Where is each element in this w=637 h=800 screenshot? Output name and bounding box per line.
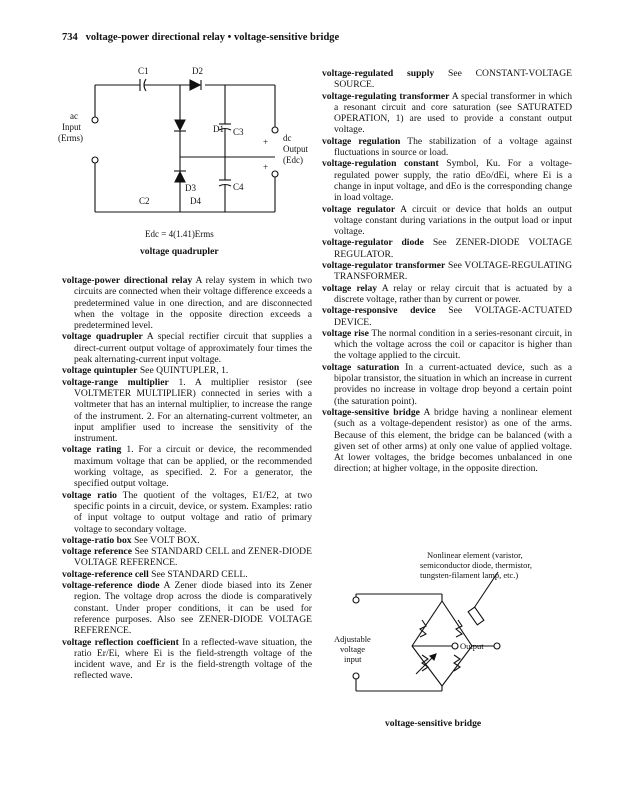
label-d1: D1 xyxy=(213,124,224,134)
label-edc: (Edc) xyxy=(283,155,303,165)
entry-definition: Symbol, Ku. For a voltage-regulated power supply, the ratio dEo/dEi, where Ei is a change in input voltage, and dEo is the corresponding change in load voltage. xyxy=(334,158,572,204)
entry-term: voltage-regulation constant xyxy=(322,158,439,170)
dictionary-entry xyxy=(322,328,572,362)
voltage-quadrupler-diagram xyxy=(30,62,320,262)
entry-term: voltage regulator xyxy=(322,203,396,215)
entry-definition: 1. For a circuit or device, the recommended maximum voltage that can be applied, or the recommended working voltage, as specified. 2. For a generator, the specified output voltage. xyxy=(74,444,312,490)
entry-definition: A Zener diode biased into its Zener region. The voltage drop across the diode is comparatively constant. Under proper conditions, it can be used for reference purposes. Also see ZENER-DIODE VOLTAGE REFERENCE. xyxy=(74,580,312,637)
entry-definition: A bridge having a nonlinear element (such as a voltage-dependent resistor) as one of the arms. Because of this element, the bridge can be balanced (with a given set of other arms) at only one value of applied voltage. At lower voltages, the bridge becomes unbalanced in one direction; at higher voltage, in the opposite direction. xyxy=(334,406,572,475)
entry-term: voltage-sensitive bridge xyxy=(322,406,420,418)
dictionary-entry xyxy=(322,305,572,328)
adjustable-label-1: Adjustable xyxy=(334,634,371,644)
label-c1: C1 xyxy=(138,66,149,76)
entry-term: voltage reflection coefficient xyxy=(62,636,179,648)
entry-definition: A relay or relay circuit that is actuated by a discrete voltage, rather than by current or power. xyxy=(334,282,573,305)
entry-term: voltage rise xyxy=(322,327,369,339)
dictionary-entry xyxy=(62,535,312,546)
dictionary-entry xyxy=(62,377,312,445)
left-column xyxy=(62,275,312,682)
nonlinear-label-2: semiconductor diode, thermistor, xyxy=(420,560,533,570)
nonlinear-label-3: tungsten-filament lamp, etc.) xyxy=(420,570,519,580)
nonlinear-label-1: Nonlinear element (varistor, xyxy=(427,550,523,560)
label-input: Input xyxy=(62,122,81,132)
entry-definition: The normal condition in a series-resonant circuit, in which the voltage across the coil or capacitor is higher than the voltage applied to the circuit. xyxy=(334,327,572,362)
label-plus-top: + xyxy=(263,137,269,147)
entry-term: voltage-responsive device xyxy=(322,305,436,317)
entry-definition: See QUINTUPLER, 1. xyxy=(139,365,229,377)
label-plus-bottom: + xyxy=(263,162,269,172)
adjustable-label-3: input xyxy=(344,654,362,664)
dictionary-entry xyxy=(322,407,572,475)
page-number: 734 xyxy=(62,32,78,43)
dictionary-entry xyxy=(322,260,572,283)
label-d2: D2 xyxy=(192,66,203,76)
entry-term: voltage-ratio box xyxy=(62,534,132,546)
entry-definition: A relay system in which two circuits are connected when their voltage difference exceeds a predetermined value in one direction, and are disconnected when the voltage in the opposite direction exceeds a predetermined level. xyxy=(74,275,312,332)
entry-definition: See CONSTANT-VOLTAGE SOURCE. xyxy=(334,68,573,91)
entry-term: voltage-regulated supply xyxy=(322,68,435,79)
label-d3: D3 xyxy=(185,183,196,193)
entry-definition: See VOLTAGE-ACTUATED DEVICE. xyxy=(334,305,572,328)
label-c2: C2 xyxy=(139,196,150,206)
quadrupler-caption: voltage quadrupler xyxy=(140,246,219,257)
dictionary-entry xyxy=(322,283,572,306)
running-title: voltage-power directional relay • voltage-sensitive bridge xyxy=(85,32,340,43)
entry-term: voltage ratio xyxy=(62,489,117,501)
dictionary-entry xyxy=(62,569,312,580)
entry-term: voltage quadrupler xyxy=(62,331,143,343)
entry-term: voltage saturation xyxy=(322,361,400,373)
label-dc: dc xyxy=(283,133,292,143)
entry-term: voltage reference xyxy=(62,546,132,558)
entry-definition: A special transformer in which a resonant circuit and core saturation (see SATURATED OPERATION, 1) are used to provide a constant output voltage. xyxy=(334,90,572,136)
voltage-sensitive-bridge-diagram xyxy=(322,546,572,721)
label-c3: C3 xyxy=(233,127,244,137)
entry-term: voltage-regulator diode xyxy=(322,237,424,249)
right-column xyxy=(322,68,572,475)
entry-definition: See VOLT BOX. xyxy=(133,534,200,546)
entry-definition: The stabilization of a voltage against fluctuations in source or load. xyxy=(334,135,572,159)
label-ac: ac xyxy=(70,111,78,121)
entry-definition: See STANDARD CELL. xyxy=(151,568,248,580)
adjustable-label-2: voltage xyxy=(340,644,366,654)
dictionary-entry xyxy=(322,362,572,407)
dictionary-entry xyxy=(62,331,312,365)
entry-term: voltage-reference diode xyxy=(62,580,160,592)
entry-definition: See ZENER-DIODE VOLTAGE REGULATOR. xyxy=(334,237,572,260)
dictionary-entry xyxy=(62,275,312,331)
dictionary-entry xyxy=(322,91,572,136)
entry-definition: A special rectifier circuit that supplies a direct-current output voltage of approximately four times the peak alternating-current input voltage. xyxy=(74,331,312,366)
dictionary-entry xyxy=(62,490,312,535)
entry-definition: 1. A multiplier resistor (see VOLTMETER MULTIPLIER) connected in series with a voltmeter that has an internal multiplier, to increase the range of the instrument. 2. For an alternating-current voltmeter, an input amplifier used to increase the sensitivity of the instrument. xyxy=(74,376,312,445)
entry-term: voltage-reference cell xyxy=(62,568,149,580)
entry-term: voltage-regulating transformer xyxy=(322,90,450,102)
entry-term: voltage quintupler xyxy=(62,365,138,377)
entry-definition: See VOLTAGE-REGULATING TRANSFORMER. xyxy=(334,260,573,283)
entry-term: voltage rating xyxy=(62,444,122,456)
entry-term: voltage-range multiplier xyxy=(62,376,169,388)
entry-definition: In a current-actuated device, such as a bipolar transistor, the situation in which an increase in current provides no increase in voltage drop beyond a certain point (the saturation point). xyxy=(334,361,572,407)
dictionary-entry xyxy=(62,637,312,682)
label-d4: D4 xyxy=(190,196,201,206)
output-label: Output xyxy=(460,641,484,651)
dictionary-entry xyxy=(62,580,312,636)
entry-term: voltage relay xyxy=(322,282,378,294)
entry-definition: A circuit or device that holds an output voltage constant during variations in the output load or input voltage. xyxy=(334,203,572,238)
entry-term: voltage regulation xyxy=(322,135,401,147)
dictionary-entry xyxy=(62,365,312,376)
dictionary-entry xyxy=(322,136,572,159)
dictionary-entry xyxy=(322,158,572,203)
bridge-caption: voltage-sensitive bridge xyxy=(385,718,482,729)
label-c4: C4 xyxy=(233,182,244,192)
dictionary-entry xyxy=(62,444,312,489)
page-header xyxy=(62,32,339,43)
dictionary-entry xyxy=(62,546,312,569)
dictionary-entry xyxy=(322,237,572,260)
entry-definition: See STANDARD CELL and ZENER-DIODE VOLTAGE REFERENCE. xyxy=(74,546,312,569)
entry-definition: In a reflected-wave situation, the ratio Er/Ei, where Ei is the field-strength voltage of the incident wave, and Er is the field-strength voltage of the reflected wave. xyxy=(74,636,312,682)
entry-term: voltage-power directional relay xyxy=(62,275,193,286)
dictionary-entry xyxy=(322,204,572,238)
formula: Edc = 4(1.41)Erms xyxy=(145,229,214,239)
label-erms: (Erms) xyxy=(58,133,83,143)
entry-term: voltage-regulator transformer xyxy=(322,260,446,272)
label-output: Output xyxy=(283,144,309,154)
entry-definition: The quotient of the voltages, E1/E2, at two specific points in a circuit, device, or system. Examples: ratio of input voltage to output voltage and ratio of primary voltage to secondary voltage. xyxy=(74,489,313,535)
dictionary-entry xyxy=(322,68,572,91)
